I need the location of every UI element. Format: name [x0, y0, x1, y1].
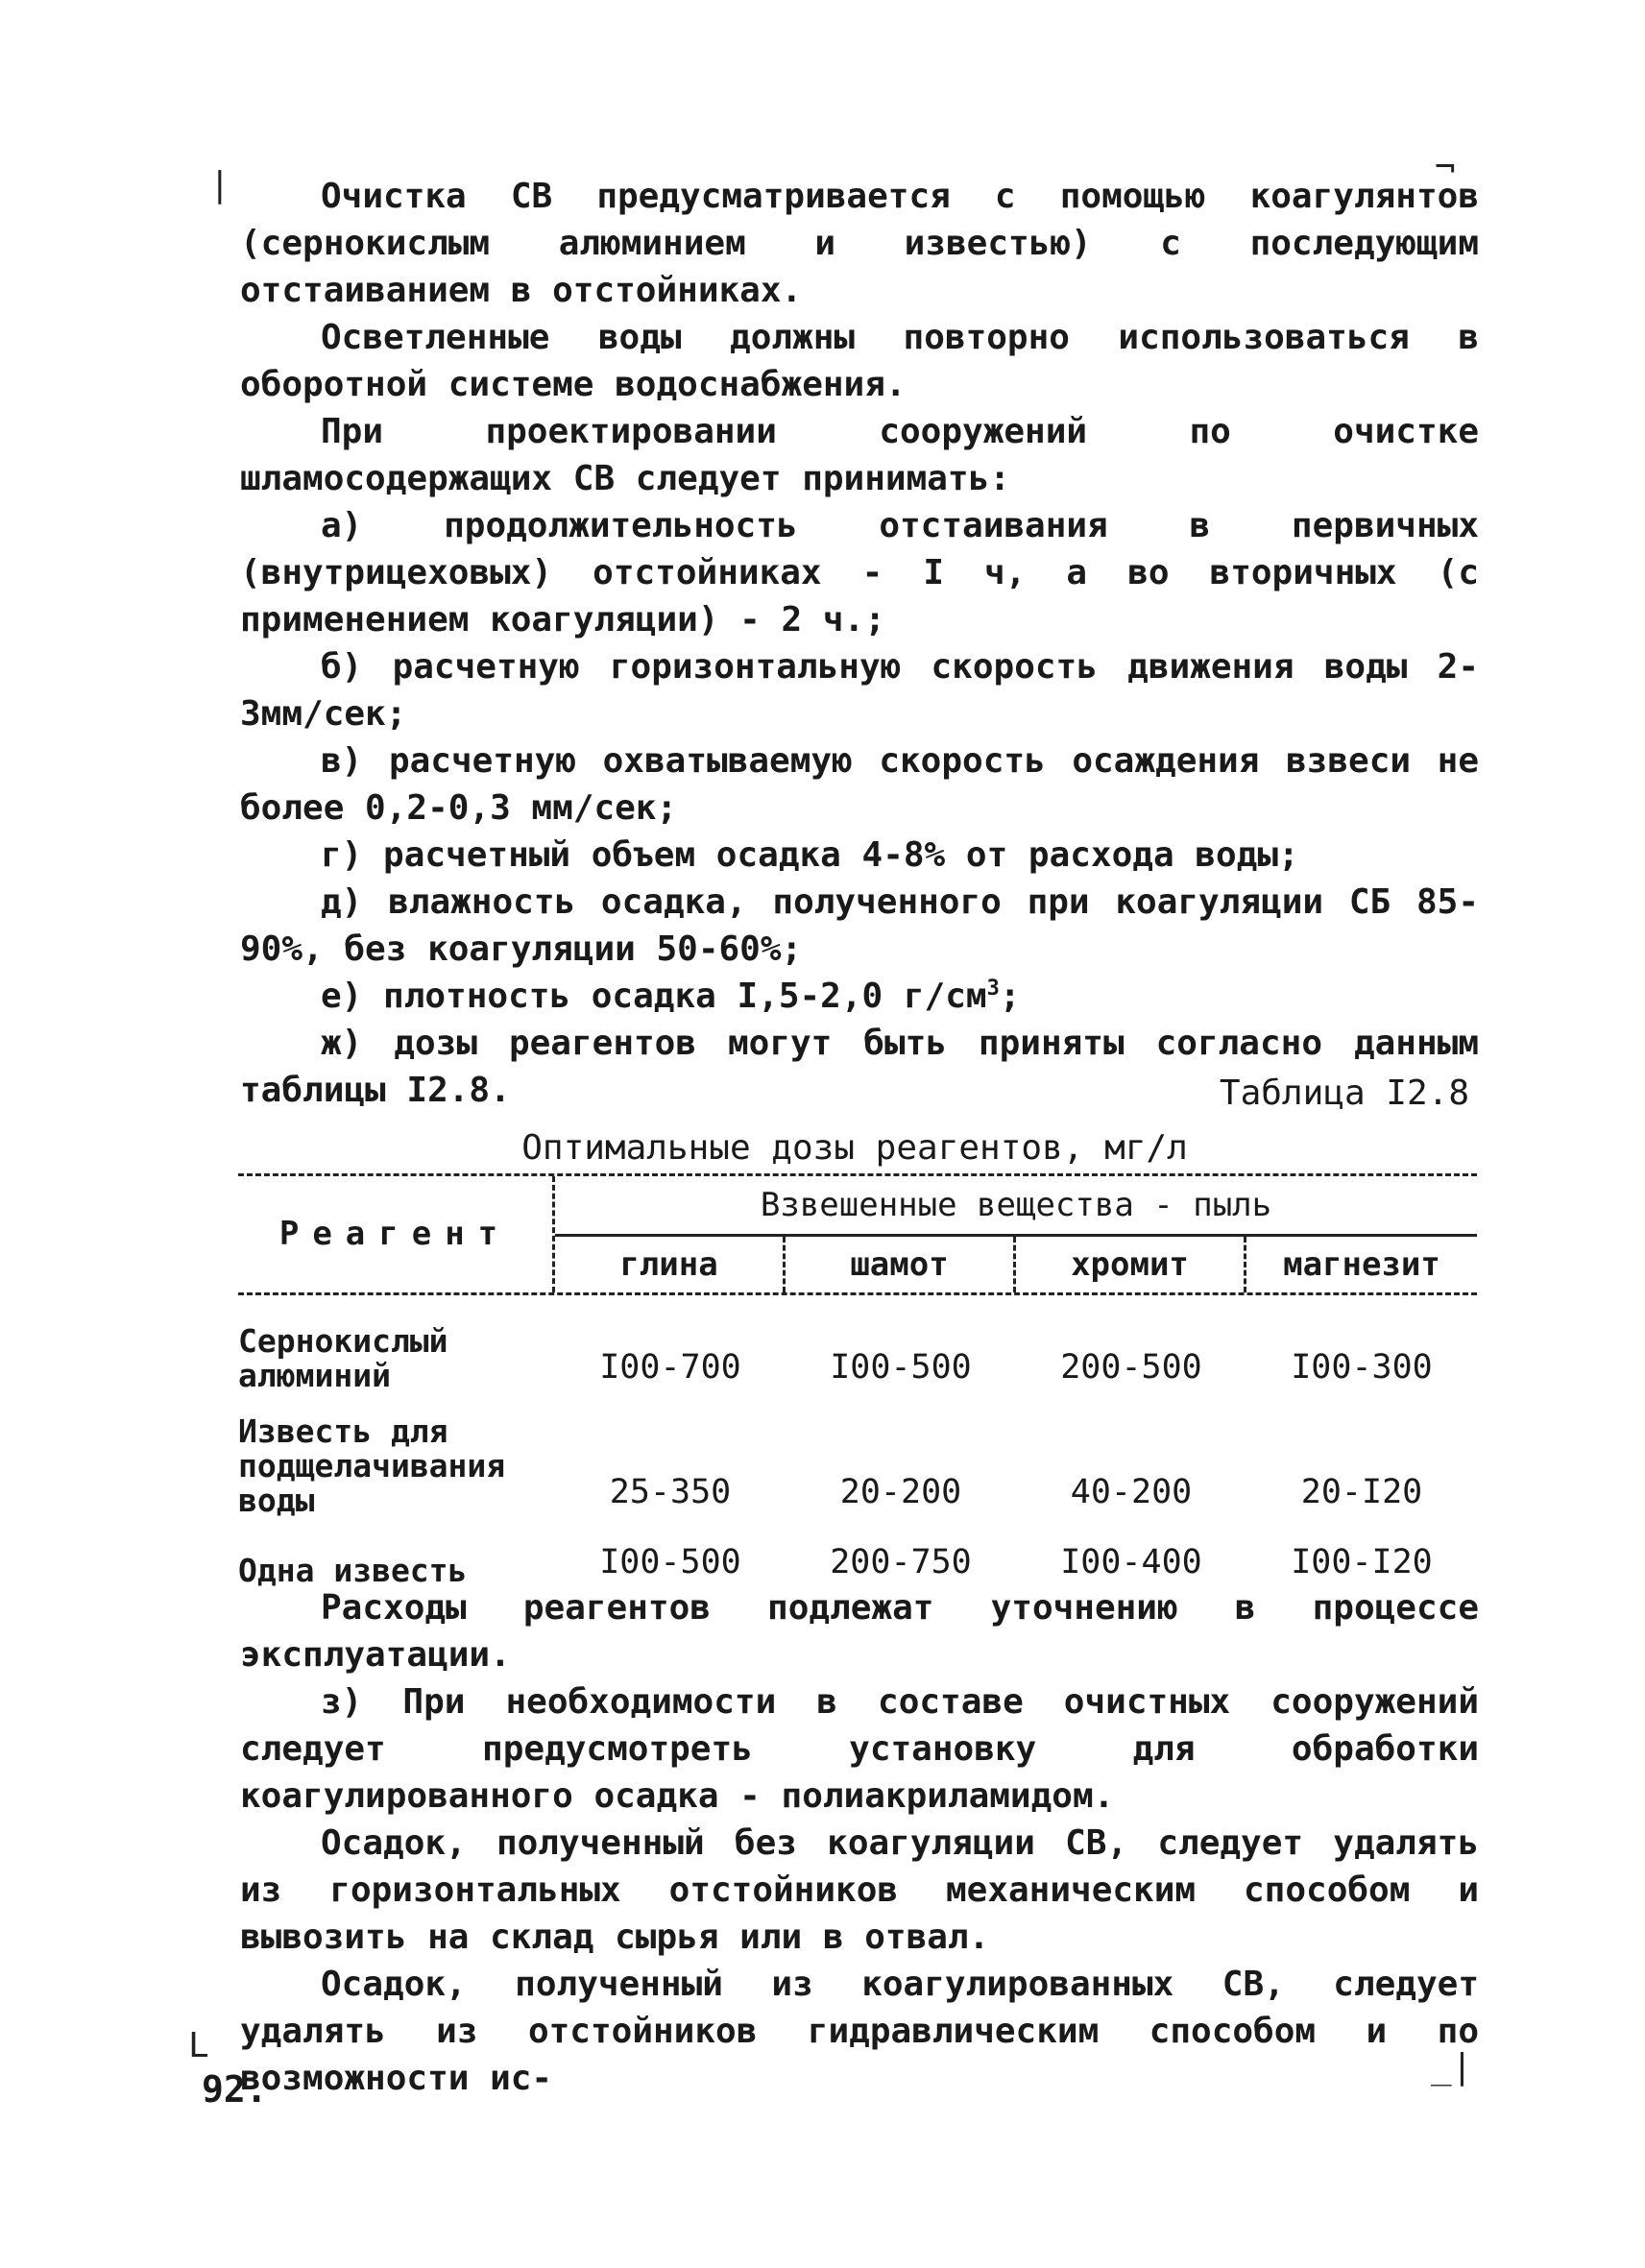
table-row: [238, 1414, 1477, 1518]
header-col-magnesite: магнезит: [1283, 1245, 1440, 1284]
list-item-e: [240, 973, 1479, 1020]
paragraph-design-intro: При проектировании сооружений по очистке шламосодержащих СВ следует принимать:: [240, 412, 1479, 498]
list-item-zh: ж) дозы реагентов могут быть приняты согласно данным таблицы I2.8.: [240, 1024, 1479, 1110]
cell-value: 20-I20: [1300, 1473, 1423, 1511]
list-item-g: г) расчетный объем осадка 4-8% от расхода воды;: [321, 835, 1299, 875]
table-row: [238, 1324, 1477, 1393]
header-reagent: Реагент: [238, 1176, 555, 1292]
crop-mark-bottom-left: L: [188, 2026, 209, 2065]
cell-value: I00-I20: [1291, 1543, 1433, 1581]
body-text-bottom: [240, 1584, 1479, 2102]
list-item-z: з) При необходимости в составе очистных сооружений следует предусмотреть установку для обработки коагулированного осадка - полиакриламидом.: [240, 1682, 1479, 1816]
header-col-chamotte: шамот: [786, 1237, 1016, 1292]
header-col-clay: глина: [555, 1237, 786, 1292]
doses-table: [238, 1173, 1477, 1609]
cell-value: I00-500: [830, 1348, 972, 1387]
cell-value: I00-300: [1291, 1348, 1433, 1387]
paragraph-reagent-consumption: Расходы реагентов подлежат уточнению в процессе эксплуатации.: [240, 1588, 1479, 1675]
table-number: Таблица I2.8: [1219, 1074, 1469, 1113]
list-item-v: в) расчетную охватываемую скорость осаждения взвеси не более 0,2-0,3 мм/сек;: [240, 741, 1479, 828]
list-item-e-end: ;: [999, 977, 1021, 1016]
cell-value: 20-200: [839, 1473, 962, 1511]
header-group: Взвешенные вещества - пыль: [555, 1176, 1477, 1237]
crop-mark-top-right: ¬: [1435, 148, 1456, 187]
page-number: 92.: [202, 2068, 268, 2111]
body-text-top: [240, 173, 1479, 1114]
list-item-b: б) расчетную горизонтальную скорость движения воды 2-3мм/сек;: [240, 647, 1479, 734]
row-name: Одна известь: [238, 1552, 468, 1589]
header-col-chromite: хромит: [1016, 1237, 1246, 1292]
table-header-rule: [238, 1292, 1477, 1295]
table-header: [238, 1176, 1477, 1292]
crop-mark-top-left: |: [209, 165, 230, 205]
cell-value: 200-750: [830, 1543, 972, 1581]
paragraph-clarified-water: Осветленные воды должны повторно использоваться в оборотной системе водоснабжения.: [240, 318, 1479, 404]
crop-mark-bottom-right: _|: [1431, 2047, 1473, 2087]
row-name: Известь для подщелачивания воды: [238, 1412, 506, 1519]
cell-value: 40-200: [1070, 1473, 1193, 1511]
list-item-e-text: е) плотность осадка I,5-2,0 г/см: [321, 977, 987, 1016]
cell-value: 25-350: [609, 1473, 732, 1511]
header-right: [555, 1176, 1477, 1292]
cell-value: I00-700: [599, 1348, 741, 1387]
cell-value: 200-500: [1060, 1348, 1202, 1387]
list-item-a: а) продолжительность отстаивания в первичных (внутрицеховых) отстойниках - I ч, а во вторичных (с применением коагуляции) - 2 ч.;: [240, 506, 1479, 639]
paragraph-sludge-without-coagulation: Осадок, полученный без коагуляции СВ, следует удалять из горизонтальных отстойников механическим способом и вывозить на склад сырья или в отвал.: [240, 1823, 1479, 1957]
list-item-d: д) влажность осадка, полученного при коагуляции СБ 85-90%, без коагуляции 50-60%;: [240, 882, 1479, 969]
list-item-e-sup: 3: [986, 977, 1000, 1001]
table-row: [238, 1539, 1477, 1588]
table-caption: [240, 1070, 1469, 1171]
paragraph-cleaning: Очистка СВ предусматривается с помощью коагулянтов (сернокислым алюминием и известью) с последующим отстаиванием в отстойниках.: [240, 177, 1479, 310]
header-columns: [555, 1237, 1477, 1292]
table-body: [238, 1324, 1477, 1588]
table-title: Оптимальные дозы реагентов, мг/л: [521, 1128, 1188, 1168]
paragraph-sludge-coagulated: Осадок, полученный из коагулированных СВ, следует удалять из отстойников гидравлическим способом и по возможности ис-: [240, 1965, 1479, 2098]
cell-value: I00-500: [599, 1543, 741, 1581]
row-name: Сернокислый алюминий: [238, 1322, 448, 1394]
cell-value: I00-400: [1060, 1543, 1202, 1581]
